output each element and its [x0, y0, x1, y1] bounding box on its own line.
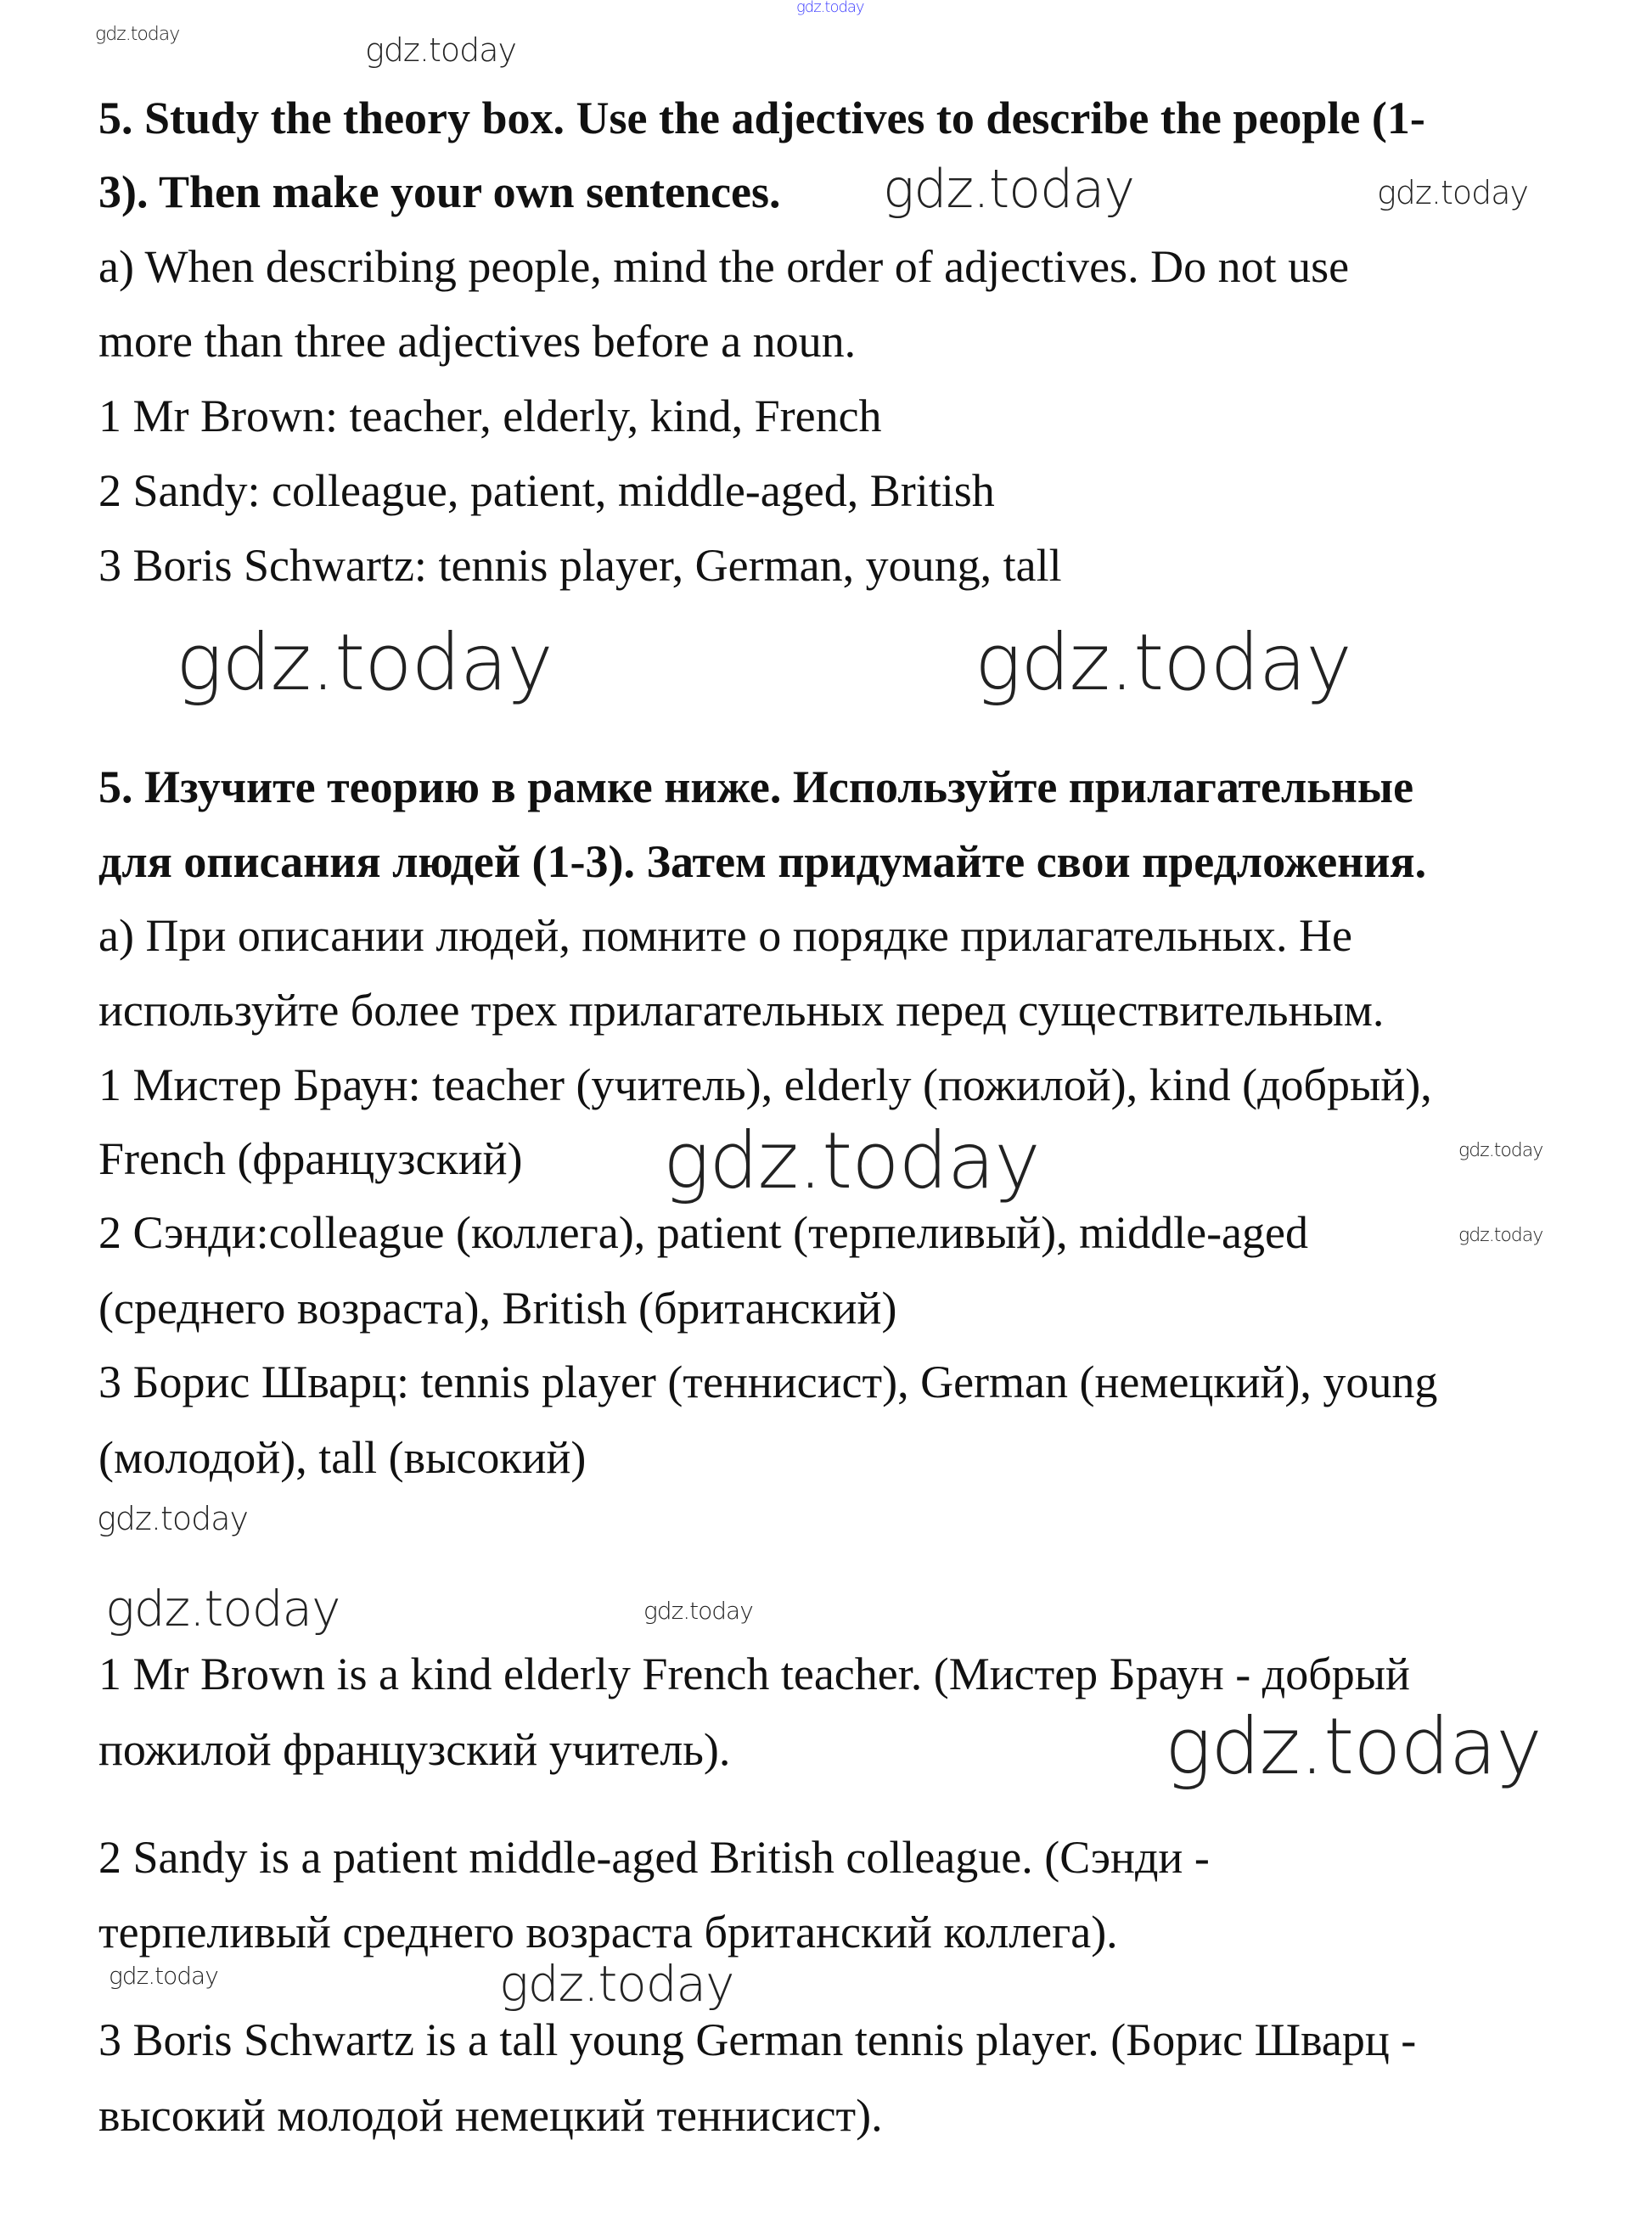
- list-item-ru: (молодой), tall (высокий): [98, 1432, 587, 1483]
- watermark: gdz.today: [975, 617, 1351, 708]
- watermark: gdz.today: [365, 31, 516, 69]
- answer: 1 Mr Brown is a kind elderly French teacher. (Мистер Браун - добрый: [98, 1649, 1410, 1699]
- watermark: gdz.today: [97, 1500, 248, 1537]
- watermark: gdz.today: [1377, 174, 1528, 211]
- list-item-ru: 3 Борис Шварц: tennis player (теннисист), German (немецкий), young: [98, 1356, 1438, 1407]
- answer: пожилой французский учитель).: [98, 1724, 731, 1775]
- list-item-ru: 1 Мистер Браун: teacher (учитель), elderly (пожилой), kind (добрый),: [98, 1059, 1432, 1110]
- watermark: gdz.today: [1458, 1140, 1543, 1161]
- instruction: a) When describing people, mind the order of adjectives. Do not use: [98, 241, 1350, 292]
- exercise-heading-ru: для описания людей (1-3). Затем придумайте свои предложения.: [98, 836, 1427, 887]
- watermark: gdz.today: [109, 1962, 218, 1990]
- watermark: gdz.today: [796, 0, 864, 16]
- watermark: gdz.today: [663, 1115, 1040, 1206]
- watermark: gdz.today: [883, 158, 1135, 220]
- list-item-ru: 2 Сэнди:colleague (коллега), patient (терпеливый), middle-aged: [98, 1207, 1308, 1258]
- watermark: gdz.today: [499, 1955, 734, 2013]
- answer: терпеливый среднего возраста британский коллега).: [98, 1907, 1118, 1957]
- watermark: gdz.today: [105, 1580, 340, 1637]
- exercise-heading: 3). Then make your own sentences.: [98, 166, 781, 217]
- list-item-ru: (среднего возраста), British (британский): [98, 1283, 897, 1334]
- list-item: 3 Boris Schwartz: tennis player, German, young, tall: [98, 540, 1062, 591]
- watermark: gdz.today: [643, 1597, 753, 1625]
- exercise-heading: 5. Study the theory box. Use the adjectives to describe the people (1-: [98, 93, 1425, 143]
- list-item: 1 Mr Brown: teacher, elderly, kind, French: [98, 390, 882, 441]
- instruction-ru: а) При описании людей, помните о порядке прилагательных. Не: [98, 910, 1353, 961]
- list-item: 2 Sandy: colleague, patient, middle-aged, British: [98, 465, 995, 516]
- watermark: gdz.today: [1458, 1225, 1543, 1246]
- answer: 2 Sandy is a patient middle-aged British colleague. (Сэнди -: [98, 1832, 1210, 1883]
- watermark: gdz.today: [176, 617, 553, 708]
- list-item-ru: French (французский): [98, 1133, 523, 1184]
- instruction-ru: используйте более трех прилагательных перед существительным.: [98, 985, 1385, 1036]
- exercise-heading-ru: 5. Изучите теорию в рамке ниже. Используйте прилагательные: [98, 761, 1414, 812]
- answer: высокий молодой немецкий теннисист).: [98, 2090, 883, 2141]
- watermark: gdz.today: [95, 24, 180, 45]
- watermark: gdz.today: [1165, 1701, 1542, 1792]
- instruction: more than three adjectives before a noun.: [98, 316, 857, 367]
- answer: 3 Boris Schwartz is a tall young German tennis player. (Борис Шварц -: [98, 2014, 1417, 2065]
